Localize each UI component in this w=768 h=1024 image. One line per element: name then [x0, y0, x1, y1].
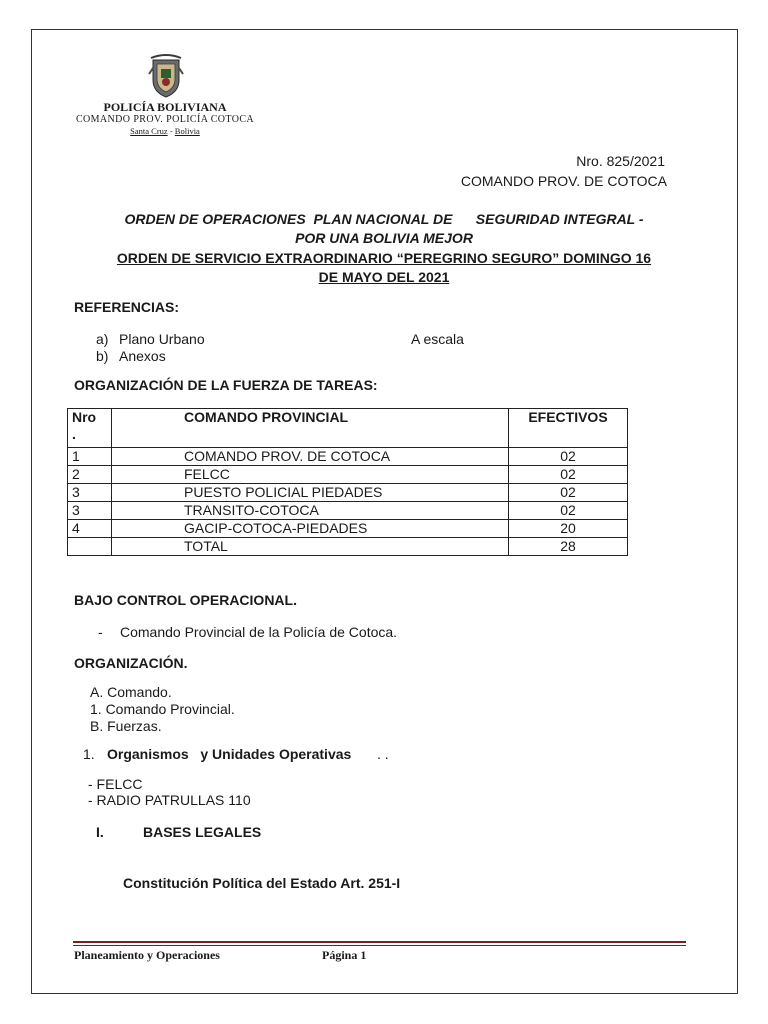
- cell-efectivos: 02: [509, 466, 628, 484]
- org-name: POLICÍA BOLIVIANA: [103, 100, 227, 114]
- cell-efectivos: 20: [509, 520, 628, 538]
- cell-nro: 3: [68, 502, 112, 520]
- fuerza-heading: ORGANIZACIÓN DE LA FUERZA DE TAREAS:: [74, 377, 378, 393]
- cell-efectivos: 28: [509, 538, 628, 556]
- table-header-row: [68, 409, 628, 448]
- cell-efectivos: 02: [509, 502, 628, 520]
- document-number: Nro. 825/2021: [576, 153, 665, 169]
- unit-item-2: - RADIO PATRULLAS 110: [88, 792, 251, 808]
- cell-comando: FELCC: [112, 466, 509, 484]
- cell-nro: 4: [68, 520, 112, 538]
- cell-comando: TOTAL: [112, 538, 509, 556]
- table-total-row: [68, 538, 628, 556]
- cell-comando: TRANSITO-COTOCA: [112, 502, 509, 520]
- footer-section: Planeamiento y Operaciones: [74, 948, 220, 962]
- title-line-4-text: DE MAYO DEL 2021: [318, 269, 450, 285]
- column-header-nro-suffix: .: [72, 426, 76, 442]
- organizacion-heading: ORGANIZACIÓN.: [74, 655, 188, 671]
- ref-note-a: A escala: [411, 331, 464, 347]
- footer-rule: [73, 941, 686, 943]
- cell-nro: 2: [68, 466, 112, 484]
- title-line-1: ORDEN DE OPERACIONES PLAN NACIONAL DE SEGURIDAD INTEGRAL -: [124, 211, 644, 227]
- table-row: [68, 484, 628, 502]
- title-line-2: POR UNA BOLIVIA MEJOR: [295, 230, 473, 246]
- page-number: Página 1: [322, 948, 367, 962]
- control-item: Comando Provincial de la Policía de Cotoca.: [120, 624, 398, 640]
- cell-nro: 3: [68, 484, 112, 502]
- ref-marker-b: b): [96, 348, 109, 364]
- org-line-2: 1. Comando Provincial.: [90, 701, 235, 717]
- title-line-3-text: ORDEN DE SERVICIO EXTRAORDINARIO “PEREGRINO SEGURO” DOMINGO 16: [116, 250, 652, 266]
- fuerza-table: [67, 408, 628, 556]
- cell-comando: GACIP-COTOCA-PIEDADES: [112, 520, 509, 538]
- org-sub-number: 1.: [83, 746, 95, 762]
- cell-nro: [68, 538, 112, 556]
- column-header-nro: [68, 409, 112, 448]
- police-shield-emblem-icon: [147, 54, 185, 98]
- cell-efectivos: 02: [509, 484, 628, 502]
- location-country: Bolivia: [174, 126, 200, 136]
- bases-text: Constitución Política del Estado Art. 251-I: [123, 875, 401, 891]
- control-dash: -: [98, 624, 103, 640]
- column-header-nro-text: Nro: [72, 409, 97, 425]
- cell-efectivos: 02: [509, 448, 628, 466]
- cell-comando: COMANDO PROV. DE COTOCA: [112, 448, 509, 466]
- document-command: COMANDO PROV. DE COTOCA: [460, 173, 667, 189]
- command-name: COMANDO PROV. POLICÍA COTOCA: [75, 114, 255, 125]
- org-line-3: B. Fuerzas.: [90, 718, 162, 734]
- cell-nro: 1: [68, 448, 112, 466]
- column-header-comando: COMANDO PROVINCIAL: [112, 409, 509, 448]
- table-row: [68, 502, 628, 520]
- unit-item-1: - FELCC: [88, 776, 143, 792]
- org-sub-trailing: . .: [377, 746, 389, 762]
- ref-item-b: Anexos: [119, 348, 166, 364]
- ref-item-a: Plano Urbano: [119, 331, 205, 347]
- control-heading: BAJO CONTROL OPERACIONAL.: [74, 592, 297, 608]
- bases-heading: BASES LEGALES: [143, 824, 262, 840]
- ref-marker-a: a): [96, 331, 109, 347]
- location-separator: -: [167, 126, 175, 136]
- footer-rule-thin: [73, 945, 686, 946]
- table-row: [68, 448, 628, 466]
- title-line-4: [0, 269, 768, 285]
- bases-numeral: I.: [96, 824, 104, 840]
- title-line-3: [0, 250, 768, 266]
- org-sub-heading: Organismos y Unidades Operativas: [107, 746, 352, 762]
- table-row: [68, 520, 628, 538]
- location-line: [0, 126, 330, 136]
- location-city: Santa Cruz: [130, 126, 168, 136]
- table-row: [68, 466, 628, 484]
- column-header-efectivos: EFECTIVOS: [509, 409, 628, 448]
- cell-comando: PUESTO POLICIAL PIEDADES: [112, 484, 509, 502]
- org-line-1: A. Comando.: [90, 684, 172, 700]
- referencias-heading: REFERENCIAS:: [74, 299, 180, 315]
